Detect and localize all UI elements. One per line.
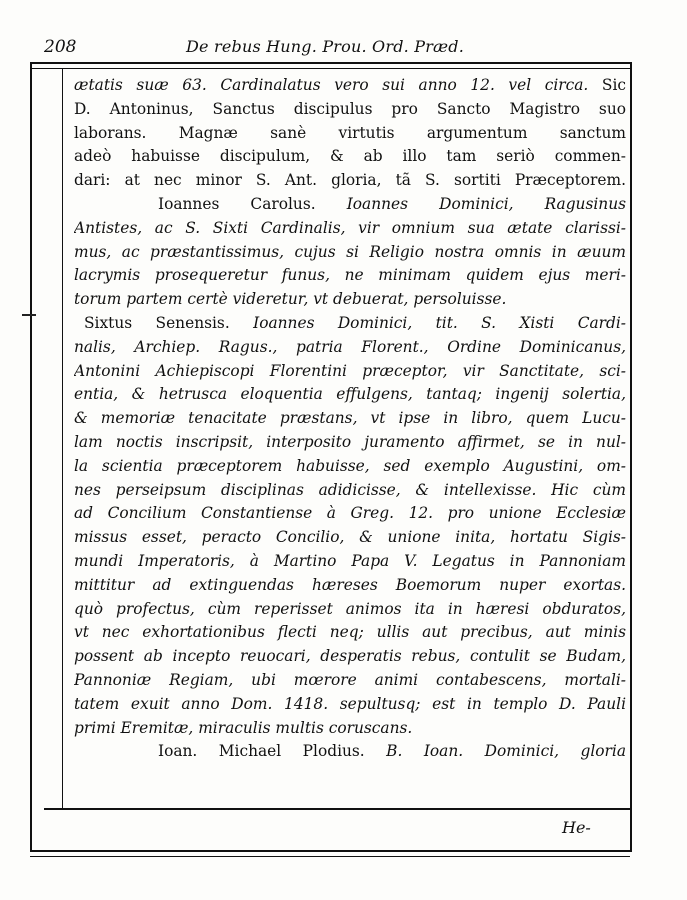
text-segment: primi Eremitæ, miraculis multis coruscans. [74,718,413,737]
text-line [74,669,626,693]
text-line [74,574,626,598]
text-segment: Ioannes Carolus. [158,194,347,213]
text-segment: possent ab incepto reuocari, desperatis rebus, contulit se Budam, [74,647,626,666]
text-segment: Pannoniæ Regiam, ubi mœrore animi contabescens, mortali- [74,670,626,689]
text-segment: la scientia præceptorem habuisse, sed exemplo Augustini, om- [74,456,626,475]
text-segment: D. Antoninus, Sanctus discipulus pro Sancto Magistro suo [74,99,626,118]
frame-top-rule [30,62,630,64]
text-segment: nes perseipsum disciplinas adidicisse, & intellexisse. Hic cùm [74,480,626,499]
text-line [74,717,626,741]
text-segment: entia, & hetrusca eloquentia effulgens, tantaq; ingenij solertia, [74,385,626,404]
text-segment: Ioan. Michael Plodius. [158,742,387,761]
text-segment: Sixtus Senensis. [84,313,254,332]
text-line [74,217,626,241]
text-line [74,360,626,384]
text-line [74,407,626,431]
text-segment: nalis, Archiep. Ragus., patria Florent., Ordine Dominicanus, [74,337,626,356]
text-segment: Antistes, ac S. Sixti Cardinalis, vir omnium sua ætate clarissi- [74,218,626,237]
text-segment: adeò habuisse discipulum, & ab illo tam seriò commen- [74,147,626,166]
text-line [74,383,626,407]
text-segment: & memoriæ tenacitate præstans, vt ipse in libro, quem Lucu- [74,409,626,428]
margin-mark [22,314,36,316]
text-line [74,502,626,526]
text-segment: missus esset, peracto Concilio, & unione inita, hortatu Sigis- [74,528,626,547]
text-line [74,693,626,717]
text-line [74,431,626,455]
text-line [74,74,626,98]
text-line [74,145,626,169]
text-line [74,336,626,360]
frame-left-inner-rule [62,68,63,808]
text-line [74,264,626,288]
text-segment: lacrymis prosequeretur funus, ne minimam quidem ejus meri- [74,266,626,285]
frame-left-rule [30,62,32,852]
text-segment: mus, ac præstantissimus, cujus si Religio nostra omnis in æuum [74,242,626,261]
text-line [74,312,626,336]
text-segment: lam noctis inscripsit, interposito juramento affirmet, se in nul- [74,432,626,451]
catchword: He- [562,818,591,837]
text-segment: torum partem certè videretur, vt debuerat, persoluisse. [74,290,507,309]
text-line [74,479,626,503]
text-segment: Ioannes Dominici, Ragusinus [346,194,626,213]
text-line [74,193,626,217]
text-line [74,122,626,146]
running-title: De rebus Hung. Prou. Ord. Præd. [186,37,465,56]
text-line [74,169,626,193]
text-segment: ætatis suæ 63. Cardinalatus vero sui anno 12. vel circa. [74,76,589,94]
text-line [74,550,626,574]
frame-top-inner-rule [30,68,630,69]
text-segment: Antonini Achiepiscopi Florentini præceptor, vir Sanctitate, sci- [74,361,626,380]
text-line [74,740,626,764]
text-segment: ad Concilium Constantiense à Greg. 12. pro unione Ecclesiæ [74,504,626,523]
page-number: 208 [44,37,77,57]
text-segment: laborans. Magnæ sanè virtutis argumentum sanctum [74,123,626,142]
text-segment: tatem exuit anno Dom. 1418. sepultusq; est in templo D. Pauli [74,694,626,713]
text-line [74,598,626,622]
frame-bottom-rule [30,850,630,852]
text-line [74,621,626,645]
text-segment: dari: at nec minor S. Ant. gloria, tã S. sortiti Præceptorem. [74,171,626,190]
text-line [74,98,626,122]
text-line [74,241,626,265]
page-header [36,34,630,60]
text-line [74,645,626,669]
text-segment: mundi Imperatoris, à Martino Papa V. Legatus in Pannoniam [74,551,626,570]
text-line [74,455,626,479]
text-segment: Ioannes Dominici, tit. S. Xisti Cardi- [253,313,626,332]
frame-bottom-rule-2 [30,856,630,857]
text-line [74,288,626,312]
text-segment: mittitur ad extinguendas hæreses Boemorum nuper exortas. [74,575,626,594]
frame-bottom-inner-rule [44,808,630,810]
text-segment: quò profectus, cùm reperisset animos ita in hæresi obduratos, [74,599,626,618]
text-segment: vt nec exhortationibus flecti neq; ullis aut precibus, aut minis [74,623,626,642]
text-line [74,526,626,550]
body-text [74,74,626,764]
text-segment: Sic [588,76,626,94]
frame-right-rule [630,62,632,852]
text-segment: B. Ioan. Dominici, gloria [386,742,626,761]
